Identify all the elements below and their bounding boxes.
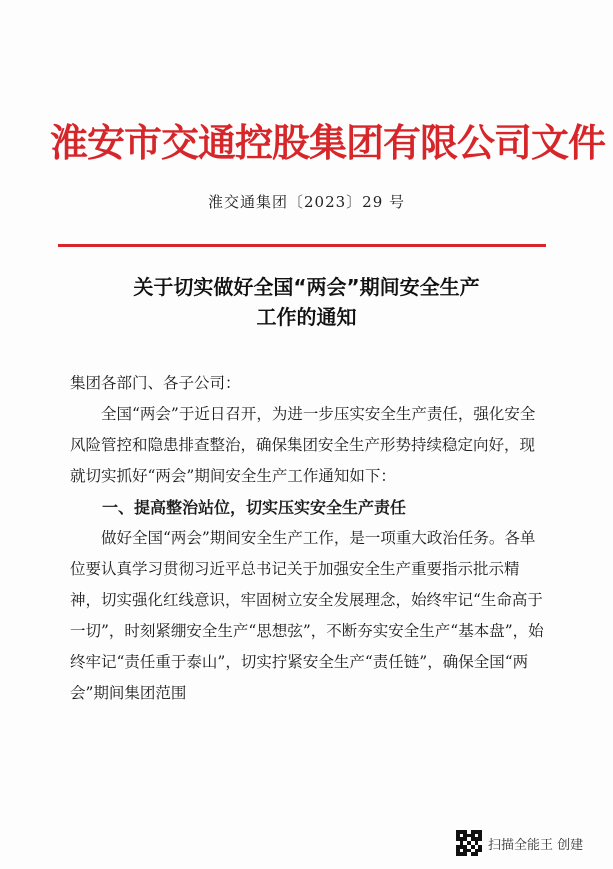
watermark-text: 扫描全能王 创建 <box>488 837 584 853</box>
scanner-watermark <box>456 828 583 858</box>
document-body <box>70 368 548 709</box>
org-header-title: 淮安市交通控股集团有限公司文件 <box>50 121 606 165</box>
notice-title-line-2: 工作的通知 <box>256 305 357 329</box>
section-1-paragraph: 做好全国“两会”期间安全生产工作，是一项重大政治任务。各单位要认真学习贯彻习近平总书记关于加强安全生产重要指示批示精神，切实强化红线意识，牢固树立安全发展理念，始终牢记“生命高于一切”，时刻紧绷安全生产“思想弦”，不断夯实安全生产“基本盘”，始终牢记“责任重于泰山”，切实拧紧安全生产“责任链”，确保全国“两会”期间集团范围 <box>70 529 544 702</box>
notice-title <box>40 272 573 332</box>
intro-paragraph: 全国“两会”于近日召开，为进一步压实安全生产责任，强化安全风险管控和隐患排查整治，确保集团安全生产形势持续稳定向好，现就切实抓好“两会”期间安全生产工作通知如下： <box>70 405 536 485</box>
document-number: 淮交通集团〔2023〕29 号 <box>207 193 406 211</box>
notice-title-line-1: 关于切实做好全国“两会”期间安全生产 <box>133 275 480 299</box>
salutation: 集团各部门、各子公司： <box>70 374 241 392</box>
red-divider-line <box>58 244 546 247</box>
qr-code-icon <box>456 830 482 856</box>
section-1-heading: 一、提高整治站位，切实压实安全生产责任 <box>102 498 407 517</box>
